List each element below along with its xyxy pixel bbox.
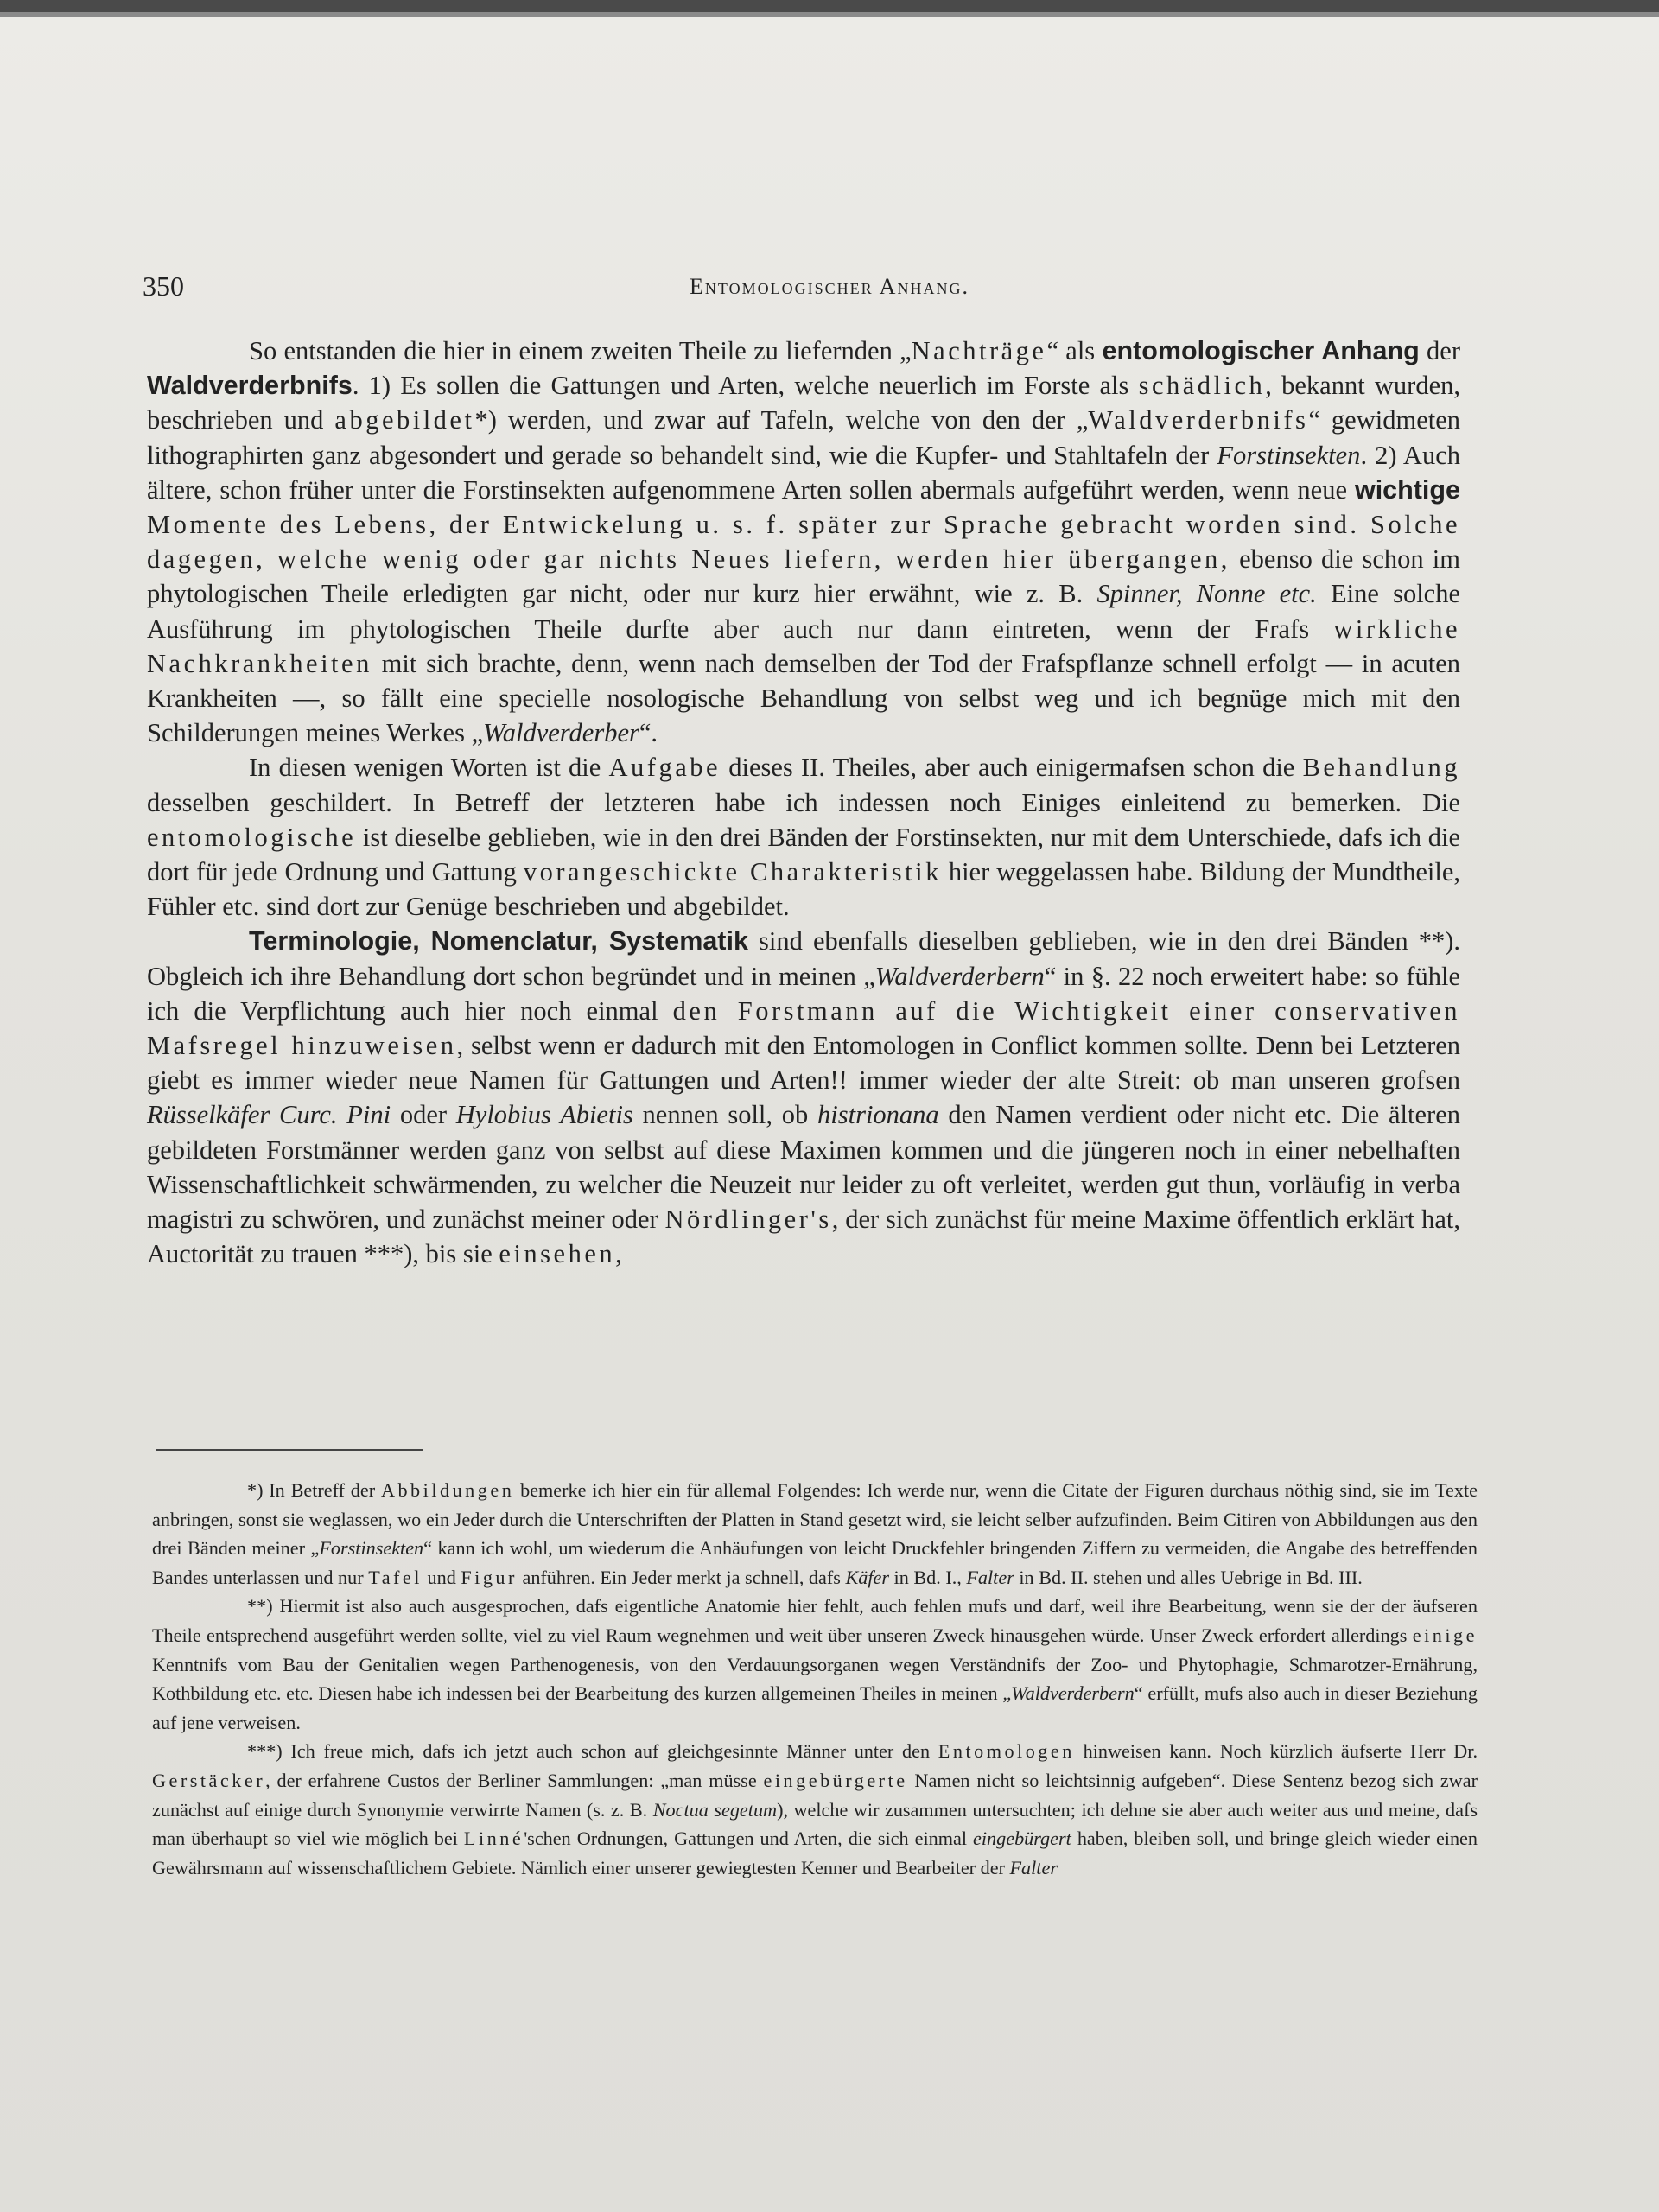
scan-edge-top — [0, 0, 1659, 12]
running-head: Entomologischer Anhang. — [690, 274, 969, 299]
footnotes — [152, 1476, 1478, 1882]
paragraph-3: Terminologie, Nomenclatur, Systematik sind ebenfalls dieselben geblieben, wie in den drei Bänden **). Obgleich ich ihre Behandlung dort schon begründet und in meinen „Waldverderbern“ in §. 22 noch erweitert habe: so fühle ich die Verpflichtung auch hier noch einmal den Forstmann auf die Wichtigkeit einer conservativen Mafsregel hinzuweisen, selbst wenn er dadurch mit den Entomologen in Conflict kommen sollte. Denn bei Letzteren giebt es immer wieder neue Namen für Gattungen und Arten!! immer wieder der alte Streit: ob man unseren grofsen Rüsselkäfer Curc. Pini oder Hylobius Abietis nennen soll, ob histrionana den Namen verdient oder nicht etc. Die älteren gebildeten Forstmänner werden ganz von selbst auf diese Maximen kommen und die jüngeren noch in einer nebelhaften Wissenschaftlichkeit schwärmenden, zu welcher die Neuzeit nur leider zu oft verleitet, werden gut thun, vorläufig in verba magistri zu schwören, und zunächst meiner oder Nördlinger's, der sich zunächst für meine Maxime öffentlich erklärt hat, Auctorität zu trauen ***), bis sie einsehen, — [147, 926, 1461, 1269]
footnote-2: **) Hiermit ist also auch ausgesprochen, dafs eigentliche Anatomie hier fehlt, auch fehlen mufs und darf, weil ihre Bearbeitung, wenn sie der der äufseren Theile entsprechend ausgeführt werden sollte, viel zu viel Raum wegnehmen und weit über unseren Zweck hinausgehen würde. Unser Zweck erfordert allerdings einige Kenntnifs vom Bau der Genitalien wegen Parthenogenesis, von den Verdauungsorganen wegen Verständnifs der Zoo- und Phytophagie, Schmarotzer-Ernährung, Kothbildung etc. etc. Diesen habe ich indessen bei der Bearbeitung des kurzen allgemeinen Theiles in meinen „Waldverderbern“ erfüllt, mufs also auch in dieser Beziehung auf jene verweisen. — [152, 1595, 1478, 1733]
paragraph-1: So entstanden die hier in einem zweiten Theile zu liefernden „Nachträge“ als entomologischer Anhang der Waldverderbnifs. 1) Es sollen die Gattungen und Arten, welche neuerlich im Forste als schädlich, bekannt wurden, beschrieben und abgebildet*) werden, und zwar auf Tafeln, welche von den der „Waldverderbnifs“ gewidmeten lithographirten ganz abgesondert und gerade so behandelt sind, wie die Kupfer- und Stahltafeln der Forstinsekten. 2) Auch ältere, schon früher unter die Forstinsekten aufgenommene Arten sollen abermals aufgeführt werden, wenn neue wichtige Momente des Lebens, der Entwickelung u. s. f. später zur Sprache gebracht worden sind. Solche dagegen, welche wenig oder gar nichts Neues liefern, werden hier übergangen, ebenso die schon im phytologischen Theile erledigten gar nicht, oder nur kurz hier erwähnt, wie z. B. Spinner, Nonne etc. Eine solche Ausführung im phytologischen Theile durfte aber auch nur dann eintreten, wenn der Frafs wirkliche Nachkrankheiten mit sich brachte, denn, wenn nach demselben der Tod der Frafspflanze schnell erfolgt — in acuten Krankheiten —, so fällt eine specielle nosologische Behandlung von selbst weg und ich begnüge mich mit den Schilderungen meines Werkes „Waldverderber“. — [147, 336, 1461, 748]
footnote-rule — [156, 1449, 423, 1451]
main-text — [147, 334, 1460, 1271]
book-page — [0, 17, 1659, 2212]
page-number: 350 — [143, 270, 184, 302]
footnote-1: *) In Betreff der Abbildungen bemerke ich hier ein für allemal Folgendes: Ich werde nur, wenn die Citate der Figuren durchaus nöthig sind, sie im Texte anbringen, sonst sie weglassen, wo ein Jeder durch die Unterschriften der Platten in Stand gesetzt wird, sie leicht selber aufzufinden. Beim Citiren von Abbildungen aus den drei Bänden meiner „Forstinsekten“ kann ich wohl, um wiederum die Anhäufungen von leicht Druckfehler bringenden Ziffern zu vermeiden, die Angabe des betreffenden Bandes unterlassen und nur Tafel und Figur anführen. Ein Jeder merkt ja schnell, dafs Käfer in Bd. I., Falter in Bd. II. stehen und alles Uebrige in Bd. III. — [152, 1479, 1478, 1588]
footnote-3: ***) Ich freue mich, dafs ich jetzt auch schon auf gleichgesinnte Männer unter den Entomologen hinweisen kann. Noch kürzlich äufserte Herr Dr. Gerstäcker, der erfahrene Custos der Berliner Sammlungen: „man müsse eingebürgerte Namen nicht so leichtsinnig aufgeben“. Diese Sentenz bezog sich zwar zunächst auf einige durch Synonymie verwirrte Namen (s. z. B. Noctua segetum), welche wir zusammen untersuchten; ich dehne sie aber auch weiter aus und meine, dafs man überhaupt so viel wie möglich bei Linné'schen Ordnungen, Gattungen und Arten, die sich einmal eingebürgert haben, bleiben soll, und bringe gleich wieder einen Gewährsmann auf wissenschaftlichem Gebiete. Nämlich einer unserer gewiegtesten Kenner und Bearbeiter der Falter — [152, 1740, 1478, 1878]
paragraph-2: In diesen wenigen Worten ist die Aufgabe dieses II. Theiles, aber auch einigermafsen schon die Behandlung desselben geschildert. In Betreff der letzteren habe ich indessen noch Einiges einleitend zu bemerken. Die entomologische ist dieselbe geblieben, wie in den drei Bänden der Forstinsekten, nur mit dem Unterschiede, dafs ich die dort für jede Ordnung und Gattung vorangeschickte Charakteristik hier weggelassen habe. Bildung der Mundtheile, Fühler etc. sind dort zur Genüge beschrieben und abgebildet. — [147, 753, 1461, 922]
